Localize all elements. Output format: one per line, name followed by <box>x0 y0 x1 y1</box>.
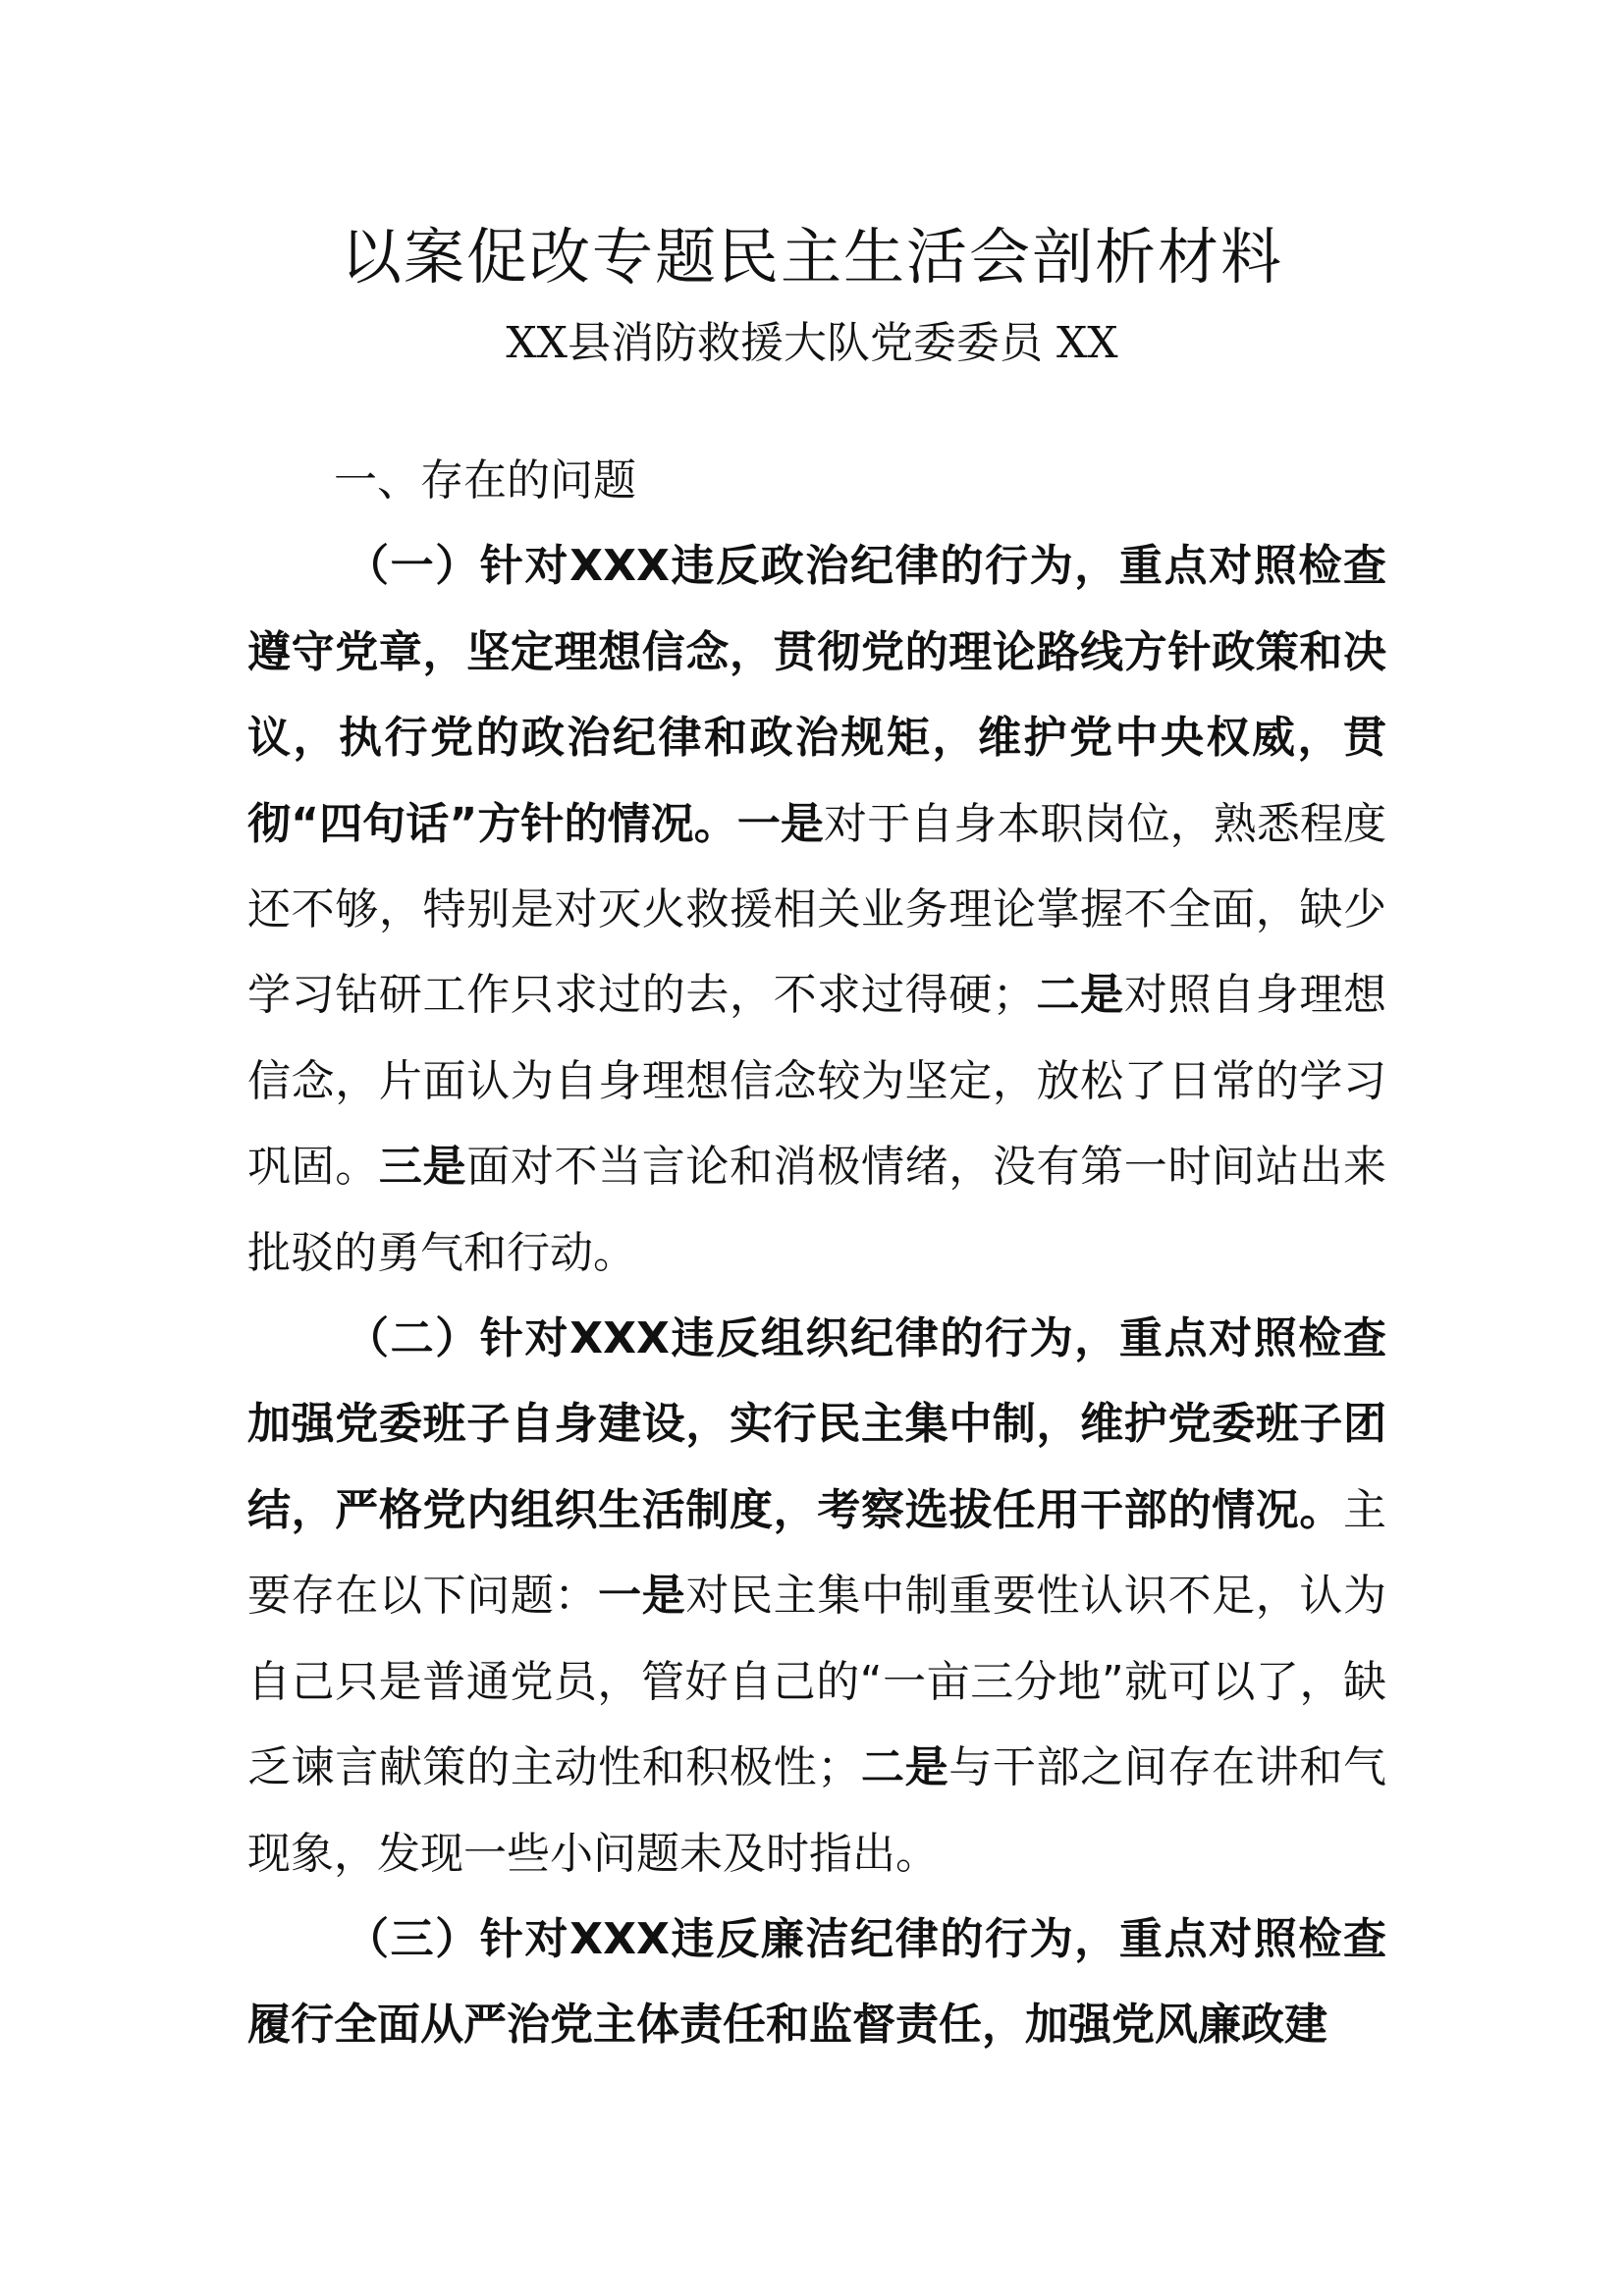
document-body <box>247 438 1386 2068</box>
page-subtitle: XX县消防救援大队党委委员 XX <box>506 318 1118 368</box>
item-1-marker-1: 一是 <box>736 798 825 849</box>
paragraph-item-2 <box>247 1296 1386 1896</box>
item-2-text-2: 与干部之间存在讲和气现象，发现一些小问题未及时指出。 <box>247 1742 1387 1879</box>
paragraph-item-1 <box>247 523 1386 1296</box>
item-2-text-1: 对民主集中制重要性认识不足，认为自己只是普通党员，管好自己的“一亩三分地”就可以了，缺乏谏言献策的主动性和积极性； <box>247 1571 1387 1793</box>
item-1-marker-3: 三是 <box>378 1142 467 1193</box>
item-2-intro: 主要存在以下问题： <box>247 1484 1386 1622</box>
item-2-marker-1: 一是 <box>598 1571 686 1622</box>
item-1-text-3: 面对不当言论和消极情绪，没有第一时间站出来批驳的勇气和行动。 <box>247 1142 1387 1278</box>
item-2-lead: （二）针对XXX违反组织纪律的行为，重点对照检查加强党委班子自身建设，实行民主集中制，维护党委班子团结，严格党内组织生活制度，考察选拔任用干部的情况。 <box>247 1313 1386 1535</box>
paragraph-item-3 <box>247 1896 1386 2068</box>
item-1-marker-2: 二是 <box>1035 970 1124 1021</box>
item-1-text-2: 对照自身理想信念，片面认为自身理想信念较为坚定，放松了日常的学习巩固。 <box>247 970 1387 1193</box>
item-1-lead: （一）针对XXX违反政治纪律的行为，重点对照检查遵守党章，坚定理想信念，贯彻党的理论路线方针政策和决议，执行党的政治纪律和政治规矩，维护党中央权威，贯彻“四句话”方针的情况。 <box>247 541 1386 849</box>
item-2-marker-2: 二是 <box>860 1742 949 1793</box>
item-3-lead: （三）针对XXX违反廉洁纪律的行为，重点对照检查履行全面从严治党主体责任和监督责任，加强党风廉政建 <box>247 1913 1386 2051</box>
item-1-text-1: 对于自身本职岗位，熟悉程度还不够，特别是对灭火救援相关业务理论掌握不全面，缺少学习钻研工作只求过的去，不求过得硬； <box>247 798 1387 1021</box>
page-title: 以案促改专题民主生活会剖析材料 <box>340 221 1283 293</box>
section-heading: 一、存在的问题 <box>334 455 636 506</box>
